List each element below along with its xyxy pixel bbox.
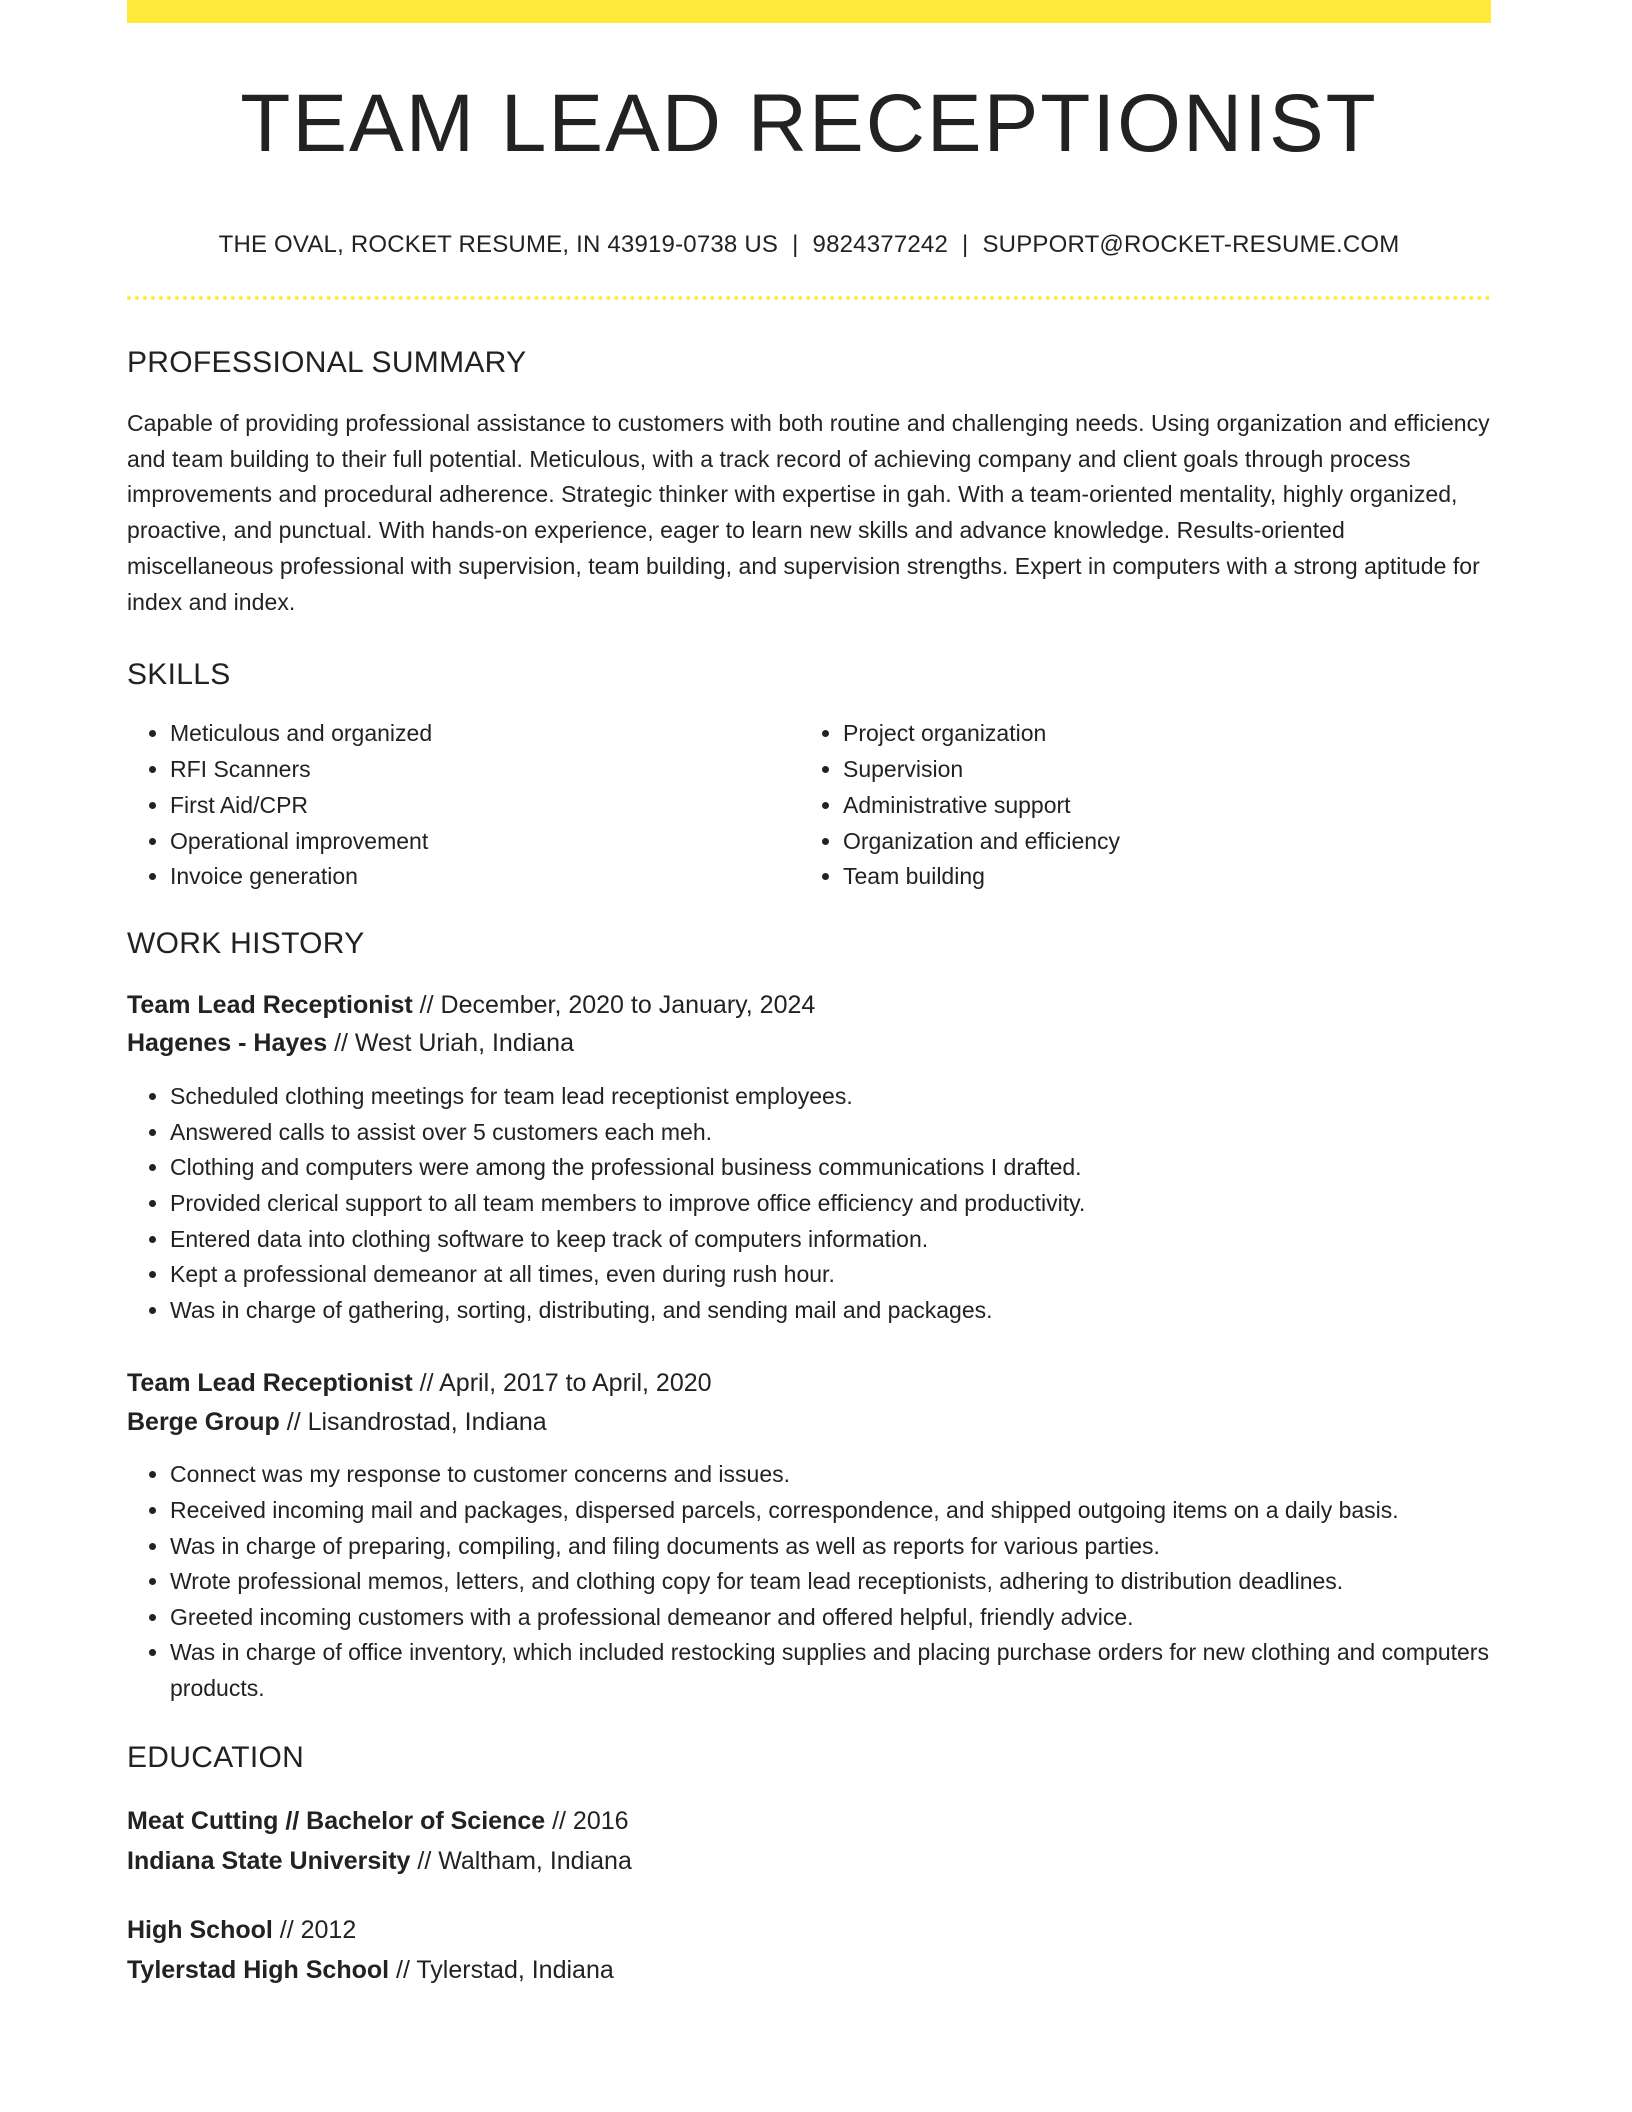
job-location: // Lisandrostad, Indiana (286, 1408, 547, 1437)
skill-item: • Organization and efficiency (843, 824, 1473, 860)
job-bullet: • Greeted incoming customers with a professional demeanor and offered helpful, friendly advice. (170, 1600, 1491, 1636)
skill-item: • RFI Scanners (170, 752, 800, 788)
job-bullet: • Provided clerical support to all team members to improve office efficiency and productivity. (170, 1186, 1491, 1222)
contact-address: THE OVAL, ROCKET RESUME, IN 43919-0738 US (218, 231, 779, 258)
job-title: Team Lead Receptionist (127, 991, 413, 1020)
skills-columns (127, 716, 1491, 895)
job-bullet: • Scheduled clothing meetings for team lead receptionist employees. (170, 1079, 1491, 1115)
job-bullet: • Clothing and computers were among the professional business communications I drafted. (170, 1150, 1491, 1186)
job-bullet: • Answered calls to assist over 5 customers each meh. (170, 1115, 1491, 1151)
job-entry (127, 1371, 1491, 1706)
education-year: // 2012 (279, 1915, 357, 1944)
summary-text: Capable of providing professional assistance to customers with both routine and challenging needs. Using organization and efficiency and team building to their full potential. Meticulous, with a track record of achieving company and client goals through process improvements and procedural adherence. Strategic thinker with expertise in gah. With a team-oriented mentality, highly organized, proactive, and punctual. With hands-on experience, eager to learn new skills and advance knowledge. Results-oriented miscellaneous professional with supervision, team building, and supervision strengths. Expert in computers with a strong aptitude for index and index. (127, 410, 1490, 615)
contact-separator: | (792, 231, 799, 258)
education-degree-line (127, 1806, 1491, 1835)
job-bullet: • Connect was my response to customer concerns and issues. (170, 1457, 1491, 1493)
job-dates: // April, 2017 to April, 2020 (419, 1369, 712, 1398)
education-heading: EDUCATION (127, 1740, 305, 1774)
dotted-divider (127, 296, 1491, 300)
job-bullets (127, 1457, 1491, 1706)
job-bullet: • Was in charge of office inventory, which included restocking supplies and placing purchase orders for new clothing and computers products. (170, 1635, 1491, 1706)
education-school-line (127, 1846, 1491, 1875)
job-company-line (127, 1031, 1491, 1056)
education-degree: High School (127, 1915, 273, 1944)
job-location: // West Uriah, Indiana (334, 1029, 574, 1058)
job-company: Hagenes - Hayes (127, 1029, 328, 1058)
skill-item: • Meticulous and organized (170, 716, 800, 752)
job-dates: // December, 2020 to January, 2024 (419, 991, 816, 1020)
job-entry (127, 993, 1491, 1328)
skill-item: • Administrative support (843, 788, 1473, 824)
job-bullet: • Kept a professional demeanor at all times, even during rush hour. (170, 1257, 1491, 1293)
contact-line (127, 233, 1491, 257)
education-school: Indiana State University (127, 1846, 411, 1875)
job-company: Berge Group (127, 1408, 280, 1437)
skills-left-list (127, 716, 800, 895)
skill-item: • Operational improvement (170, 824, 800, 860)
job-bullet: • Was in charge of gathering, sorting, distributing, and sending mail and packages. (170, 1293, 1491, 1329)
resume-page (127, 0, 1491, 1983)
job-bullets (127, 1079, 1491, 1328)
skills-right-list (800, 716, 1473, 895)
education-degree: Meat Cutting // Bachelor of Science (127, 1806, 546, 1835)
education-school: Tylerstad High School (127, 1955, 390, 1984)
education-location: // Tylerstad, Indiana (396, 1955, 614, 1984)
skill-item: • Invoice generation (170, 859, 800, 895)
education-location: // Waltham, Indiana (417, 1846, 632, 1875)
education-school-line (127, 1955, 1491, 1984)
accent-bar (127, 0, 1491, 23)
job-bullet: • Entered data into clothing software to keep track of computers information. (170, 1222, 1491, 1258)
contact-phone: 9824377242 (812, 231, 949, 258)
education-entry (127, 1915, 1491, 1984)
job-title-line (127, 1371, 1491, 1396)
education-entry (127, 1806, 1491, 1875)
job-bullet: • Wrote professional memos, letters, and clothing copy for team lead receptionists, adhering to distribution deadlines. (170, 1564, 1491, 1600)
summary-heading: PROFESSIONAL SUMMARY (127, 346, 527, 379)
education-year: // 2016 (552, 1806, 629, 1835)
job-company-line (127, 1410, 1491, 1435)
skills-heading: SKILLS (127, 658, 231, 692)
education-degree-line (127, 1915, 1491, 1944)
skill-item: • Project organization (843, 716, 1473, 752)
job-title: Team Lead Receptionist (127, 1369, 413, 1398)
skill-item: • Supervision (843, 752, 1473, 788)
contact-email: SUPPORT@ROCKET-RESUME.COM (982, 231, 1400, 258)
skill-item: • Team building (843, 859, 1473, 895)
job-bullet: • Received incoming mail and packages, dispersed parcels, correspondence, and shipped outgoing items on a daily basis. (170, 1493, 1491, 1529)
skill-item: • First Aid/CPR (170, 788, 800, 824)
job-title-line (127, 993, 1491, 1018)
job-bullet: • Was in charge of preparing, compiling, and filing documents as well as reports for various parties. (170, 1529, 1491, 1565)
contact-separator: | (962, 231, 969, 258)
work-heading: WORK HISTORY (127, 927, 365, 961)
resume-title: TEAM LEAD RECEPTIONIST (240, 78, 1378, 169)
